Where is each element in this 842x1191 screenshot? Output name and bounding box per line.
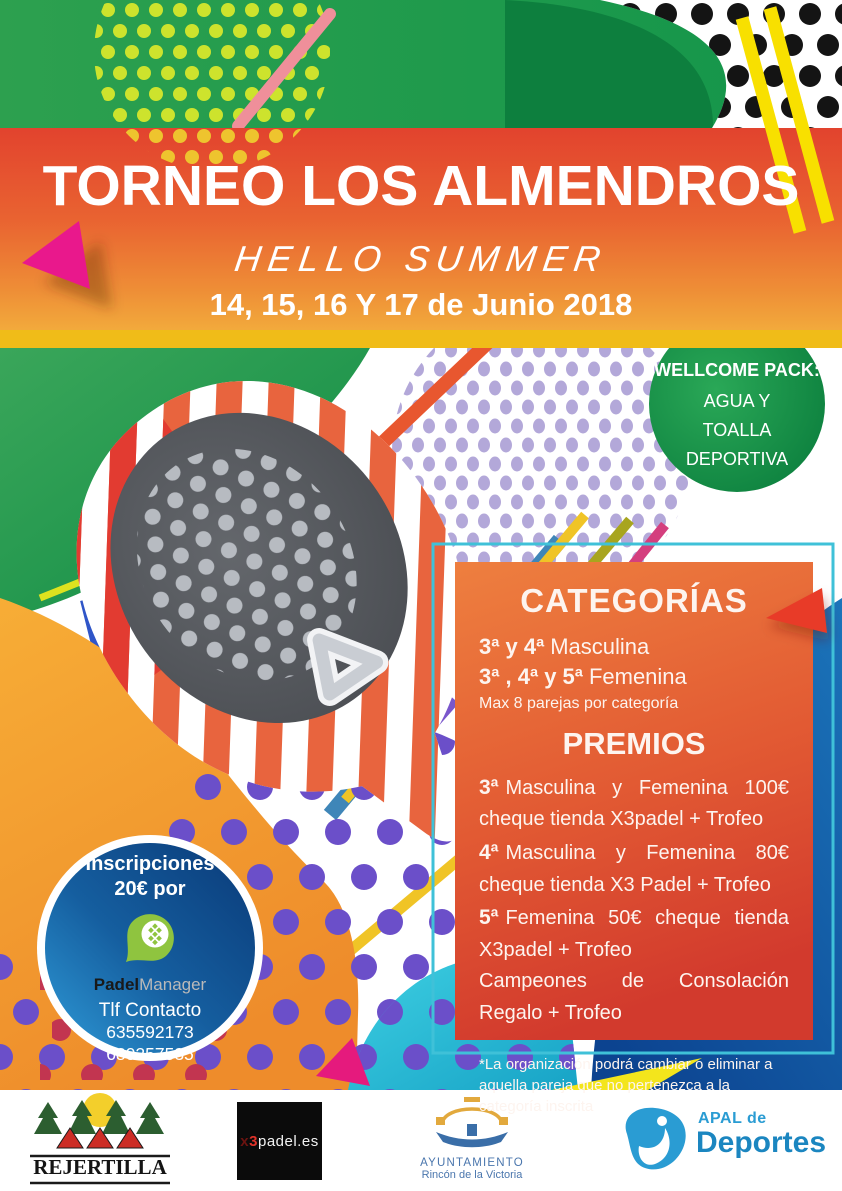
categories-note: Max 8 parejas por categoría <box>479 694 679 712</box>
premio-ordinal: 4ª <box>479 841 499 864</box>
category-line-femenina <box>479 662 789 692</box>
poster-dates: 14, 15, 16 Y 17 de Junio 2018 <box>209 287 633 322</box>
premios-disclaimer: *La organización podrá cambiar o eliminar a aquella pareja que no pertenezca a la categoría inscrita <box>479 1055 773 1115</box>
premio-item <box>479 771 789 836</box>
padelmanager-pin-icon <box>115 906 185 974</box>
brand-padel: Padel <box>93 975 140 994</box>
premio-item <box>479 836 789 901</box>
wellcome-pack-text <box>648 360 826 474</box>
inscriptions-bubble <box>36 852 264 1066</box>
categories-heading: CATEGORÍAS <box>520 582 748 619</box>
category-ordinals: 3ª y 4ª <box>479 634 545 659</box>
premio-item <box>479 901 789 966</box>
ayuntamiento-wordmark <box>407 1157 537 1181</box>
premio-text: Femenina 50€ cheque tienda X3padel + Trofeo <box>479 907 789 961</box>
wellcome-line: TOALLA <box>702 420 772 441</box>
premio-text: Masculina y Femenina 100€ cheque tienda X3padel + Trofeo <box>479 776 789 831</box>
premio-ordinal: 5ª <box>479 906 499 930</box>
inscriptions-line1: Inscripciones <box>85 853 215 875</box>
category-ordinals: 3ª , 4ª y 5ª <box>479 663 583 689</box>
x3padel-wordmark <box>237 1102 322 1180</box>
category-line-masculina <box>479 632 789 662</box>
x3-letter-x: x <box>240 1132 250 1150</box>
ayuntamiento-line2: Rincón de la Victoria <box>421 1169 523 1181</box>
rejertilla-wordmark: REJERTILLA <box>33 1155 167 1179</box>
wellcome-line: AGUA Y <box>703 391 771 411</box>
category-label: Femenina <box>588 663 687 689</box>
yellow-strip <box>0 330 842 348</box>
poster-title: TORNEO LOS ALMENDROS <box>42 154 800 218</box>
premio-text: Masculina y Femenina 80€ cheque tienda X3 Padel + Trofeo <box>479 842 789 896</box>
premio-ordinal: 3ª <box>479 775 499 799</box>
inscriptions-line2: 20€ por <box>114 878 186 900</box>
wellcome-line: DEPORTIVA <box>685 449 789 470</box>
x3-digit-3: 3 <box>249 1132 258 1150</box>
premio-item <box>479 966 789 1029</box>
wellcome-heading: WELLCOME PACK: <box>654 360 820 380</box>
brand-manager: Manager <box>139 975 207 994</box>
premios-heading: PREMIOS <box>562 725 706 761</box>
category-label: Masculina <box>550 634 650 659</box>
ayuntamiento-line1: AYUNTAMIENTO <box>420 1157 524 1169</box>
contact-label: Tlf Contacto <box>98 1000 202 1021</box>
x3-rest: padel.es <box>257 1132 319 1150</box>
poster-subtitle: HELLO SUMMER <box>232 238 610 279</box>
categories-panel <box>455 562 813 1115</box>
phone-number-2: 680257535 <box>106 1043 194 1064</box>
apal-wordmark-line2: Deportes <box>696 1126 827 1159</box>
apal-wordmark-line1: APAL de <box>698 1110 767 1127</box>
phone-number-1: 635592173 <box>106 1022 194 1042</box>
padelmanager-wordmark <box>36 975 264 995</box>
premio-text: Campeones de Consolación Regalo + Trofeo <box>479 970 789 1024</box>
